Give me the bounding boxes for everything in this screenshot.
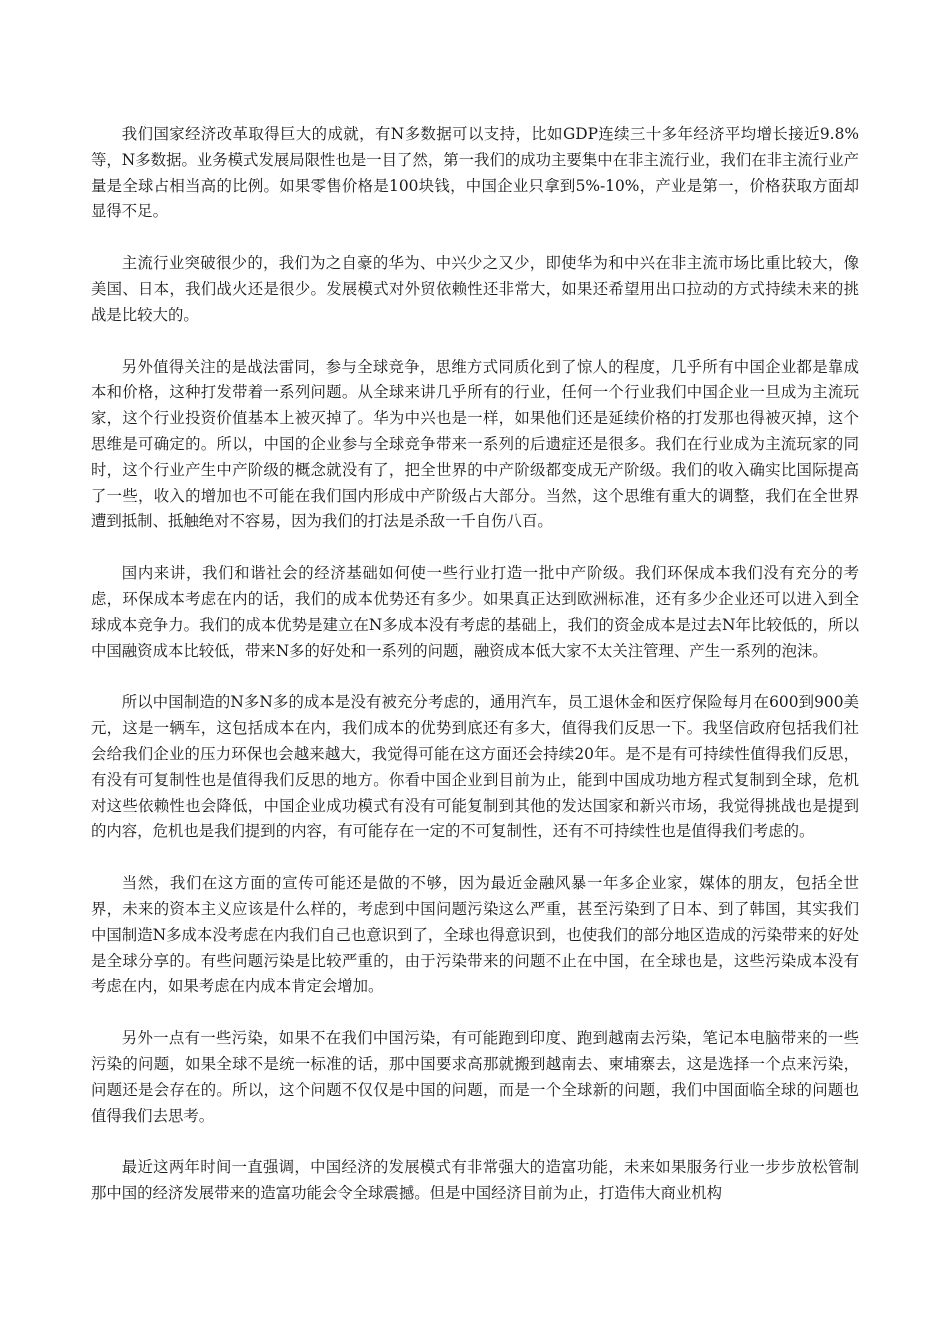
paragraph-6: 当然，我们在这方面的宣传可能还是做的不够，因为最近金融风暴一年多企业家，媒体的朋友，包括全世界，未来的资本主义应该是什么样的，考虑到中国问题污染这么严重，甚至污染到了日本、到了韩国，其实我们中国制造N多成本没考虑在内我们自己也意识到了，全球也得意识到，也使我们的部分地区造成的污染带来的好处是全球分享的。有些问题污染是比较严重的，由于污染带来的问题不止在中国，在全球也是，这些污染成本没有考虑在内，如果考虑在内成本肯定会增加。: [91, 874, 859, 996]
paragraph-4: 国内来讲，我们和谐社会的经济基础如何使一些行业打造一批中产阶级。我们环保成本我们没有充分的考虑，环保成本考虑在内的话，我们的成本优势还有多少。如果真正达到欧洲标准，还有多少企业还可以进入到全球成本竞争力。我们的成本优势是建立在N多成本没有考虑的基础上，我们的资金成本是过去N年比较低的，所以中国融资成本比较低，带来N多的好处和一系列的问题，融资成本低大家不太关注管理、产生一系列的泡沫。: [91, 564, 859, 660]
paragraph-1: 我们国家经济改革取得巨大的成就，有N多数据可以支持，比如GDP连续三十多年经济平均增长接近9.8%等，N多数据。业务模式发展局限性也是一目了然，第一我们的成功主要集中在非主流行业，我们在非主流行业产量是全球占相当高的比例。如果零售价格是100块钱，中国企业只拿到5%-10%，产业是第一，价格获取方面却显得不足。: [91, 125, 859, 221]
paragraph-7: 另外一点有一些污染，如果不在我们中国污染，有可能跑到印度、跑到越南去污染，笔记本电脑带来的一些污染的问题，如果全球不是统一标准的话，那中国要求高那就搬到越南去、柬埔寨去，这是选择一个点来污染，问题还是会存在的。所以，这个问题不仅仅是中国的问题，而是一个全球新的问题，我们中国面临全球的问题也值得我们去思考。: [91, 1029, 859, 1125]
paragraph-5: 所以中国制造的N多N多的成本是没有被充分考虑的，通用汽车，员工退休金和医疗保险每月在600到900美元，这是一辆车，这包括成本在内，我们成本的优势到底还有多大，值得我们反思一下。我坚信政府包括我们社会给我们企业的压力环保也会越来越大，我觉得可能在这方面还会持续20年。是不是有可持续性值得我们反思，有没有可复制性也是值得我们反思的地方。你看中国企业到目前为止，能到中国成功地方程式复制到全球，危机对这些依赖性也会降低，中国企业成功模式有没有可能复制到其他的发达国家和新兴市场，我觉得挑战也是提到的内容，危机也是我们提到的内容，有可能存在一定的不可复制性，还有不可持续性也是值得我们考虑的。: [91, 693, 859, 841]
paragraph-8: 最近这两年时间一直强调，中国经济的发展模式有非常强大的造富功能，未来如果服务行业一步步放松管制那中国的经济发展带来的造富功能会令全球震撼。但是中国经济目前为止，打造伟大商业机构: [91, 1158, 859, 1203]
document-page: [91, 122, 859, 1233]
paragraph-2: 主流行业突破很少的，我们为之自豪的华为、中兴少之又少，即使华为和中兴在非主流市场比重比较大，像美国、日本，我们战火还是很少。发展模式对外贸依赖性还非常大，如果还希望用出口拉动的方式持续未来的挑战是比较大的。: [91, 254, 859, 324]
paragraph-3: 另外值得关注的是战法雷同，参与全球竞争，思维方式同质化到了惊人的程度，几乎所有中国企业都是靠成本和价格，这种打发带着一系列问题。从全球来讲几乎所有的行业，任何一个行业我们中国企业一旦成为主流玩家，这个行业投资价值基本上被灭掉了。华为中兴也是一样，如果他们还是延续价格的打发那也得被灭掉，这个思维是可确定的。所以，中国的企业参与全球竞争带来一系列的后遗症还是很多。我们在行业成为主流玩家的同时，这个行业产生中产阶级的概念就没有了，把全世界的中产阶级都变成无产阶级。我们的收入确实比国际提高了一些，收入的增加也不可能在我们国内形成中产阶级占大部分。当然，这个思维有重大的调整，我们在全世界遭到抵制、抵触绝对不容易，因为我们的打法是杀敌一千自伤八百。: [91, 357, 859, 531]
